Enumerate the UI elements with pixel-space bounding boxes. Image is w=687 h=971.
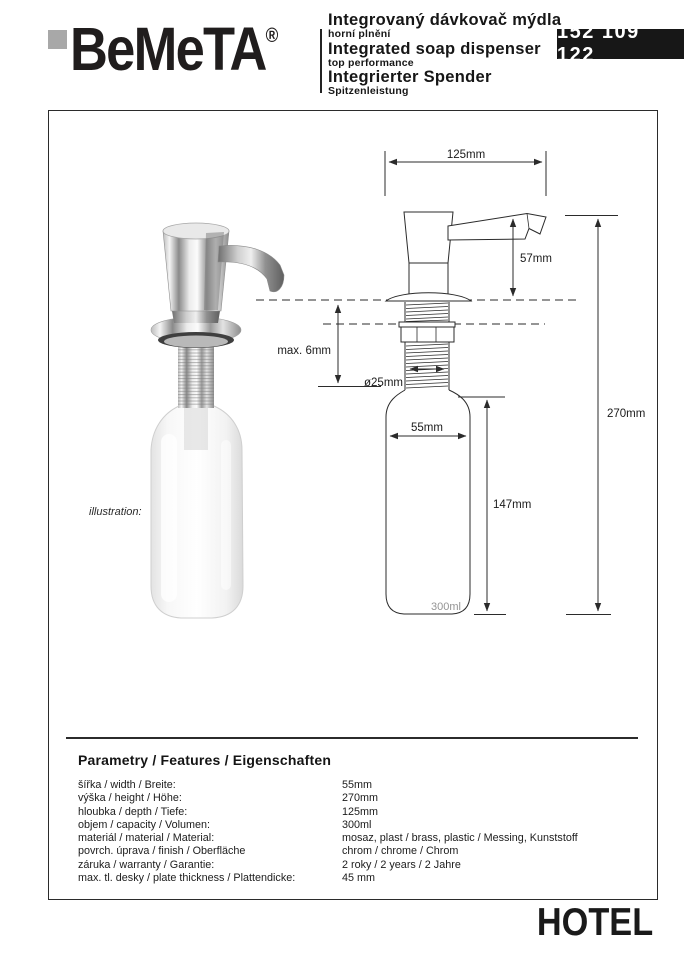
table-row bbox=[78, 779, 640, 792]
collection-name: HOTEL bbox=[536, 901, 653, 944]
table-row bbox=[78, 819, 640, 832]
param-value-warranty: 2 roky / 2 years / 2 Jahre bbox=[342, 858, 461, 871]
table-row bbox=[78, 792, 640, 805]
capacity-label: 300ml bbox=[431, 601, 461, 613]
parameters-separator bbox=[66, 737, 638, 739]
param-value-finish: chrom / chrome / Chrom bbox=[342, 845, 459, 858]
title-czech: Integrovaný dávkovač mýdla bbox=[328, 11, 562, 29]
dim-125-label: 125mm bbox=[446, 149, 486, 161]
photo-bottle-highlight-right bbox=[221, 440, 231, 590]
dim-57-label: 57mm bbox=[520, 253, 552, 265]
table-row bbox=[78, 872, 640, 885]
param-value-height: 270mm bbox=[342, 792, 379, 805]
photo-pump-neck bbox=[172, 311, 220, 323]
param-label-plate-thickness: max. tl. desky / plate thickness / Plattendicke: bbox=[78, 872, 296, 885]
registered-trademark-symbol: ® bbox=[265, 25, 279, 47]
brand-logo bbox=[70, 15, 279, 83]
header-divider bbox=[320, 29, 322, 93]
drawing-threads-lower bbox=[406, 344, 448, 388]
photo-flange-ring-inner bbox=[164, 336, 228, 348]
product-code-badge bbox=[557, 21, 684, 66]
param-label-height: výška / height / Höhe: bbox=[78, 792, 182, 805]
param-value-material: mosaz, plast / brass, plastic / Messing, Kunststoff bbox=[342, 832, 578, 845]
param-label-material: materiál / material / Material: bbox=[78, 832, 215, 845]
dim-147-label: 147mm bbox=[493, 499, 532, 511]
param-value-capacity: 300ml bbox=[342, 818, 372, 831]
param-value-depth: 125mm bbox=[342, 805, 379, 818]
product-titles bbox=[328, 11, 562, 98]
table-row bbox=[78, 832, 640, 845]
drawing-pump-neck bbox=[409, 263, 448, 296]
subtitle-czech: horní plnění bbox=[328, 28, 391, 40]
drawing-flange bbox=[386, 293, 471, 301]
technical-drawing bbox=[245, 140, 657, 630]
parameters-table bbox=[78, 779, 640, 885]
table-row bbox=[78, 806, 640, 819]
param-value-plate-thickness: 45 mm bbox=[342, 872, 375, 885]
title-english: Integrated soap dispenser bbox=[328, 39, 541, 58]
drawing-washer bbox=[399, 322, 455, 327]
subtitle-english: top performance bbox=[328, 56, 414, 69]
brand-logo-text: BeMeTA bbox=[70, 15, 266, 83]
photo-dip-tube bbox=[184, 406, 208, 450]
drawing-threads-upper bbox=[406, 303, 448, 322]
drawing-spout bbox=[448, 214, 546, 241]
photo-thread-lines bbox=[178, 346, 214, 406]
dim-max6-label: max. 6mm bbox=[277, 345, 331, 357]
title-german: Integrierter Spender bbox=[328, 68, 492, 86]
param-label-capacity: objem / capacity / Volumen: bbox=[78, 818, 211, 831]
subtitle-german: Spitzenleistung bbox=[328, 85, 409, 97]
param-label-width: šířka / width / Breite: bbox=[78, 779, 176, 791]
brand-logo-square bbox=[48, 30, 67, 49]
product-code: 152 109 122 bbox=[557, 21, 640, 66]
param-label-warranty: záruka / warranty / Garantie: bbox=[78, 858, 215, 871]
dim-25-label: ø25mm bbox=[364, 377, 403, 389]
illustration-label: illustration: bbox=[89, 506, 142, 518]
dim-55-label: 55mm bbox=[411, 422, 443, 434]
param-label-depth: hloubka / depth / Tiefe: bbox=[78, 805, 188, 818]
photo-bottle-highlight bbox=[161, 434, 177, 602]
drawing-pump-head bbox=[404, 212, 453, 263]
param-label-finish: povrch. úprava / finish / Oberfläche bbox=[78, 845, 246, 858]
dim-270-label: 270mm bbox=[607, 408, 646, 420]
table-row bbox=[78, 845, 640, 858]
parameters-title: Parametry / Features / Eigenschaften bbox=[78, 752, 332, 768]
drawing-nut bbox=[401, 327, 454, 342]
param-value-width: 55mm bbox=[342, 779, 372, 791]
table-row bbox=[78, 859, 640, 872]
